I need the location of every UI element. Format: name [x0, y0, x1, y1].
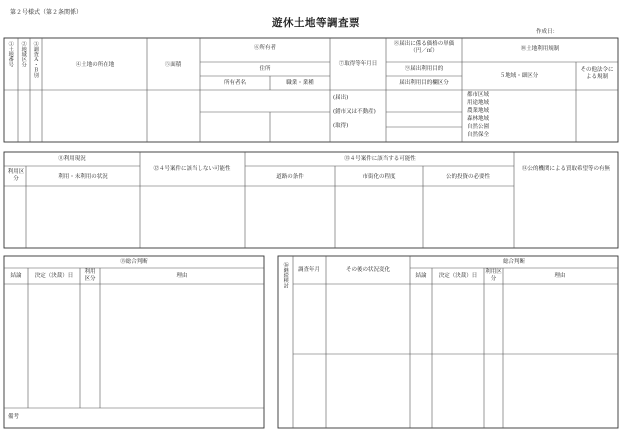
later-changes-header: その後の状況変化	[345, 267, 391, 273]
note-notification: (届出)	[333, 95, 349, 101]
owner-address-label: 住所	[259, 66, 271, 72]
owner-occupation-label: 職業・業種	[286, 80, 314, 86]
area-category-header: ②地域区分	[20, 41, 27, 67]
usage-category-header-bl: 利用区分	[84, 269, 96, 282]
remarks-label: 備考	[8, 414, 20, 420]
zone-conservation: 自然保全	[467, 132, 490, 138]
zone-use: 用途地域	[467, 100, 490, 106]
overall-judgment-header: ⑮総合判断	[120, 259, 148, 265]
land-plan-header: ⑩土地利用規制	[520, 46, 560, 52]
zone-agri: 農業地域	[467, 108, 490, 114]
continued-review-header: ⑯継続検討	[282, 262, 289, 288]
zone-park: 自然公園	[467, 124, 490, 130]
public-purchase-header: ⑭公的機関による買取希望等の有無	[521, 166, 611, 172]
price-header: ⑧届出に係る価格の単価（円／㎡）	[393, 41, 455, 54]
usage-category-header-br: 利用区分	[485, 269, 502, 282]
reason-header-br: 理由	[554, 273, 566, 279]
public-investment-header: 公的投資の必要性	[445, 174, 491, 180]
five-zones-header: ５地域・細区分	[499, 73, 539, 79]
usage-category-header: 利用区分	[7, 169, 25, 182]
survey-date-header: 調査年月	[297, 267, 321, 273]
road-condition-header: 道路の条件	[276, 174, 304, 180]
area-header: ⑤面積	[164, 62, 182, 68]
created-date-label: 作成日：	[536, 29, 559, 35]
land-location-header: ④土地の所在地	[75, 62, 115, 68]
decision-date-header-br: 決定（決裁）日	[438, 273, 478, 279]
form-number: 第２号様式（第２条関係）	[10, 9, 83, 16]
purpose-header: ⑨届出利用目的	[404, 66, 444, 72]
urbanization-header: 市街化の程度	[362, 174, 396, 180]
decision-date-header: 決定（決裁）日	[34, 273, 74, 279]
zone-city: 都市区域	[467, 92, 490, 98]
note-acquisition: (取得)	[333, 123, 349, 129]
not-applicable-header: ⑫４号案件に該当しない可能性	[153, 166, 231, 172]
purpose-category-header: 届出利用目的欄区分	[399, 80, 449, 86]
reason-header: 理由	[176, 273, 188, 279]
zone-forest: 森林地域	[467, 116, 490, 122]
other-laws-header: その他法令による規制	[580, 67, 614, 80]
usage-status-header: ⑪利用現況	[58, 156, 86, 162]
owner-name-label: 所有者名	[223, 80, 247, 86]
usage-detail-header: 利用・未利用の状況	[58, 174, 108, 180]
applicable-header: ⑬４号案件に該当する可能性	[344, 156, 416, 162]
owner-header: ⑥所有者	[253, 45, 277, 51]
acquisition-date-header: ⑦取得等年月日	[338, 61, 378, 67]
bottom-right-table-border	[278, 256, 618, 428]
page-title: 遊休土地等調査票	[272, 17, 360, 29]
bottom-left-table-border	[4, 256, 264, 428]
overall-judgment-header-br: 総合判断	[502, 259, 526, 265]
land-number-header: ①土地番号	[7, 41, 14, 67]
conclusion-header: 結論	[10, 273, 22, 279]
conclusion-header-br: 結論	[415, 273, 427, 279]
survey-ab-header: ③調査Ａ・Ｂ別	[32, 41, 39, 78]
note-city: (錯市又は不動産)	[333, 109, 376, 115]
